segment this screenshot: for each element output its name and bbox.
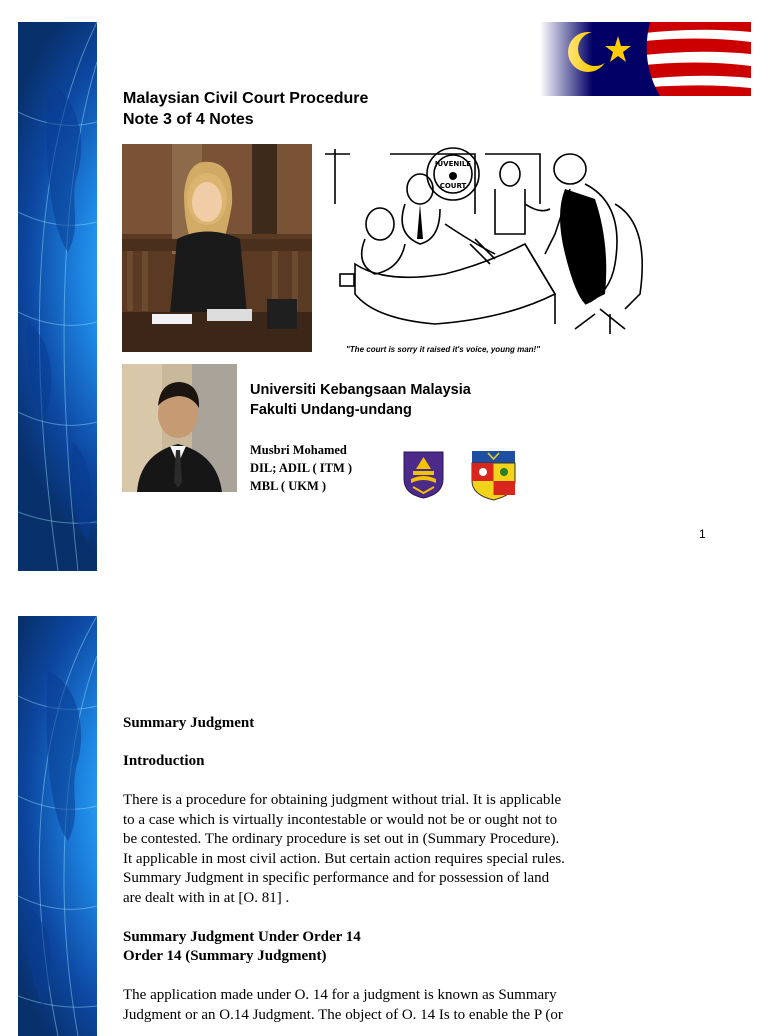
paragraph-line: are dealt with in at [O. 81] . <box>123 889 290 906</box>
order-14-subheading: Order 14 (Summary Judgment) <box>123 948 327 964</box>
order-14-paragraph <box>123 986 613 1025</box>
slide-title <box>123 88 368 130</box>
courtroom-photo <box>122 144 312 352</box>
author-name: Musbri Mohamed <box>250 443 347 457</box>
author-qualification-1: DIL; ADIL ( ITM ) <box>250 461 353 475</box>
order-14-heading: Summary Judgment Under Order 14 <box>123 928 361 945</box>
introduction-paragraph <box>123 791 613 908</box>
slide-2 <box>0 590 768 1024</box>
title-line-1: Malaysian Civil Court Procedure <box>123 90 369 107</box>
author-block <box>250 441 352 495</box>
paragraph-line: Summary Judgment in specific performance and for possession of land <box>123 870 550 886</box>
author-qualification-2: MBL ( UKM ) <box>250 479 327 493</box>
slide-2-content <box>123 714 613 1025</box>
paragraph-line: There is a procedure for obtaining judgment without trial. It is applicable <box>123 792 562 808</box>
summary-judgment-heading: Summary Judgment <box>123 715 255 731</box>
university-block <box>250 380 471 420</box>
svg-text:JUVENILE: JUVENILE <box>434 160 472 168</box>
author-photo <box>122 364 237 492</box>
itm-crest-logo <box>401 449 446 499</box>
faculty-name: Fakulti Undang-undang <box>250 402 412 418</box>
globe-banner-image <box>18 22 97 571</box>
malaysian-flag-image <box>540 22 751 96</box>
page-number: 1 <box>699 527 706 541</box>
university-name: Universiti Kebangsaan Malaysia <box>250 382 471 398</box>
introduction-heading: Introduction <box>123 753 205 769</box>
ukm-crest-logo <box>470 449 517 501</box>
title-line-2: Note 3 of 4 Notes <box>123 111 254 128</box>
paragraph-line: be contested. The ordinary procedure is set out in (Summary Procedure). <box>123 831 560 847</box>
globe-banner-image-2 <box>18 616 97 1036</box>
paragraph-line: Judgment or an O.14 Judgment. The object of O. 14 Is to enable the P (or <box>123 1006 563 1023</box>
paragraph-line: It applicable in most civil action. But certain action requires special rules. <box>123 850 565 867</box>
juvenile-court-cartoon <box>325 144 650 344</box>
svg-text:COURT: COURT <box>439 182 467 190</box>
cartoon-caption: "The court is sorry it raised it's voice, young man!" <box>346 345 540 354</box>
paragraph-line: The application made under O. 14 for a judgment is known as Summary <box>123 987 557 1003</box>
paragraph-line: to a case which is virtually incontestable or would not be or ought not to <box>123 811 558 828</box>
